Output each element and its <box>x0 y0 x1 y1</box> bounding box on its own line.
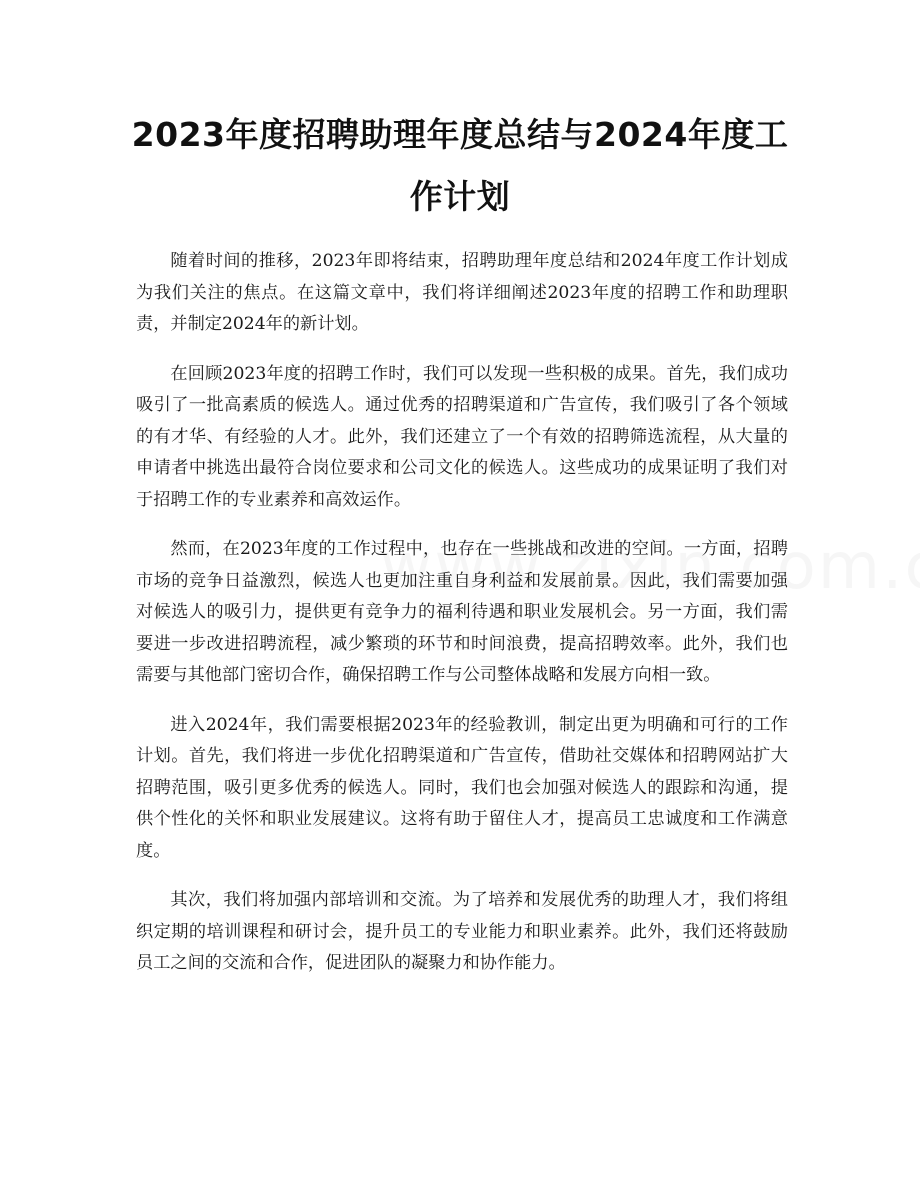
paragraph-3: 然而，在2023年度的工作过程中，也存在一些挑战和改进的空间。一方面，招聘市场的竞争日益激烈，候选人也更加注重自身利益和发展前景。因此，我们需要加强对候选人的吸引力，提供更有竞争力的福利待遇和职业发展机会。另一方面，我们需要进一步改进招聘流程，减少繁琐的环节和时间浪费，提高招聘效率。此外，我们也需要与其他部门密切合作，确保招聘工作与公司整体战略和发展方向相一致。 <box>136 539 788 685</box>
paragraph-4: 进入2024年，我们需要根据2023年的经验教训，制定出更为明确和可行的工作计划。首先，我们将进一步优化招聘渠道和广告宣传，借助社交媒体和招聘网站扩大招聘范围，吸引更多优秀的候选人。同时，我们也会加强对候选人的跟踪和沟通，提供个性化的关怀和职业发展建议。这将有助于留住人才，提高员工忠诚度和工作满意度。 <box>136 714 788 861</box>
paragraph-2: 在回顾2023年度的招聘工作时，我们可以发现一些积极的成果。首先，我们成功吸引了一批高素质的候选人。通过优秀的招聘渠道和广告宣传，我们吸引了各个领域的有才华、有经验的人才。此外，我们还建立了一个有效的招聘筛选流程，从大量的申请者中挑选出最符合岗位要求和公司文化的候选人。这些成功的成果证明了我们对于招聘工作的专业素养和高效运作。 <box>136 363 788 510</box>
document-body <box>136 246 788 998</box>
document-title: 2023年度招聘助理年度总结与2024年度工作计划 <box>131 115 789 216</box>
paragraph-1: 随着时间的推移，2023年即将结束，招聘助理年度总结和2024年度工作计划成为我们关注的焦点。在这篇文章中，我们将详细阐述2023年度的招聘工作和助理职责，并制定2024年的新计划。 <box>136 251 788 334</box>
paragraph-5: 其次，我们将加强内部培训和交流。为了培养和发展优秀的助理人才，我们将组织定期的培训课程和研讨会，提升员工的专业能力和职业素养。此外，我们还将鼓励员工之间的交流和合作，促进团队的凝聚力和协作能力。 <box>136 890 788 973</box>
